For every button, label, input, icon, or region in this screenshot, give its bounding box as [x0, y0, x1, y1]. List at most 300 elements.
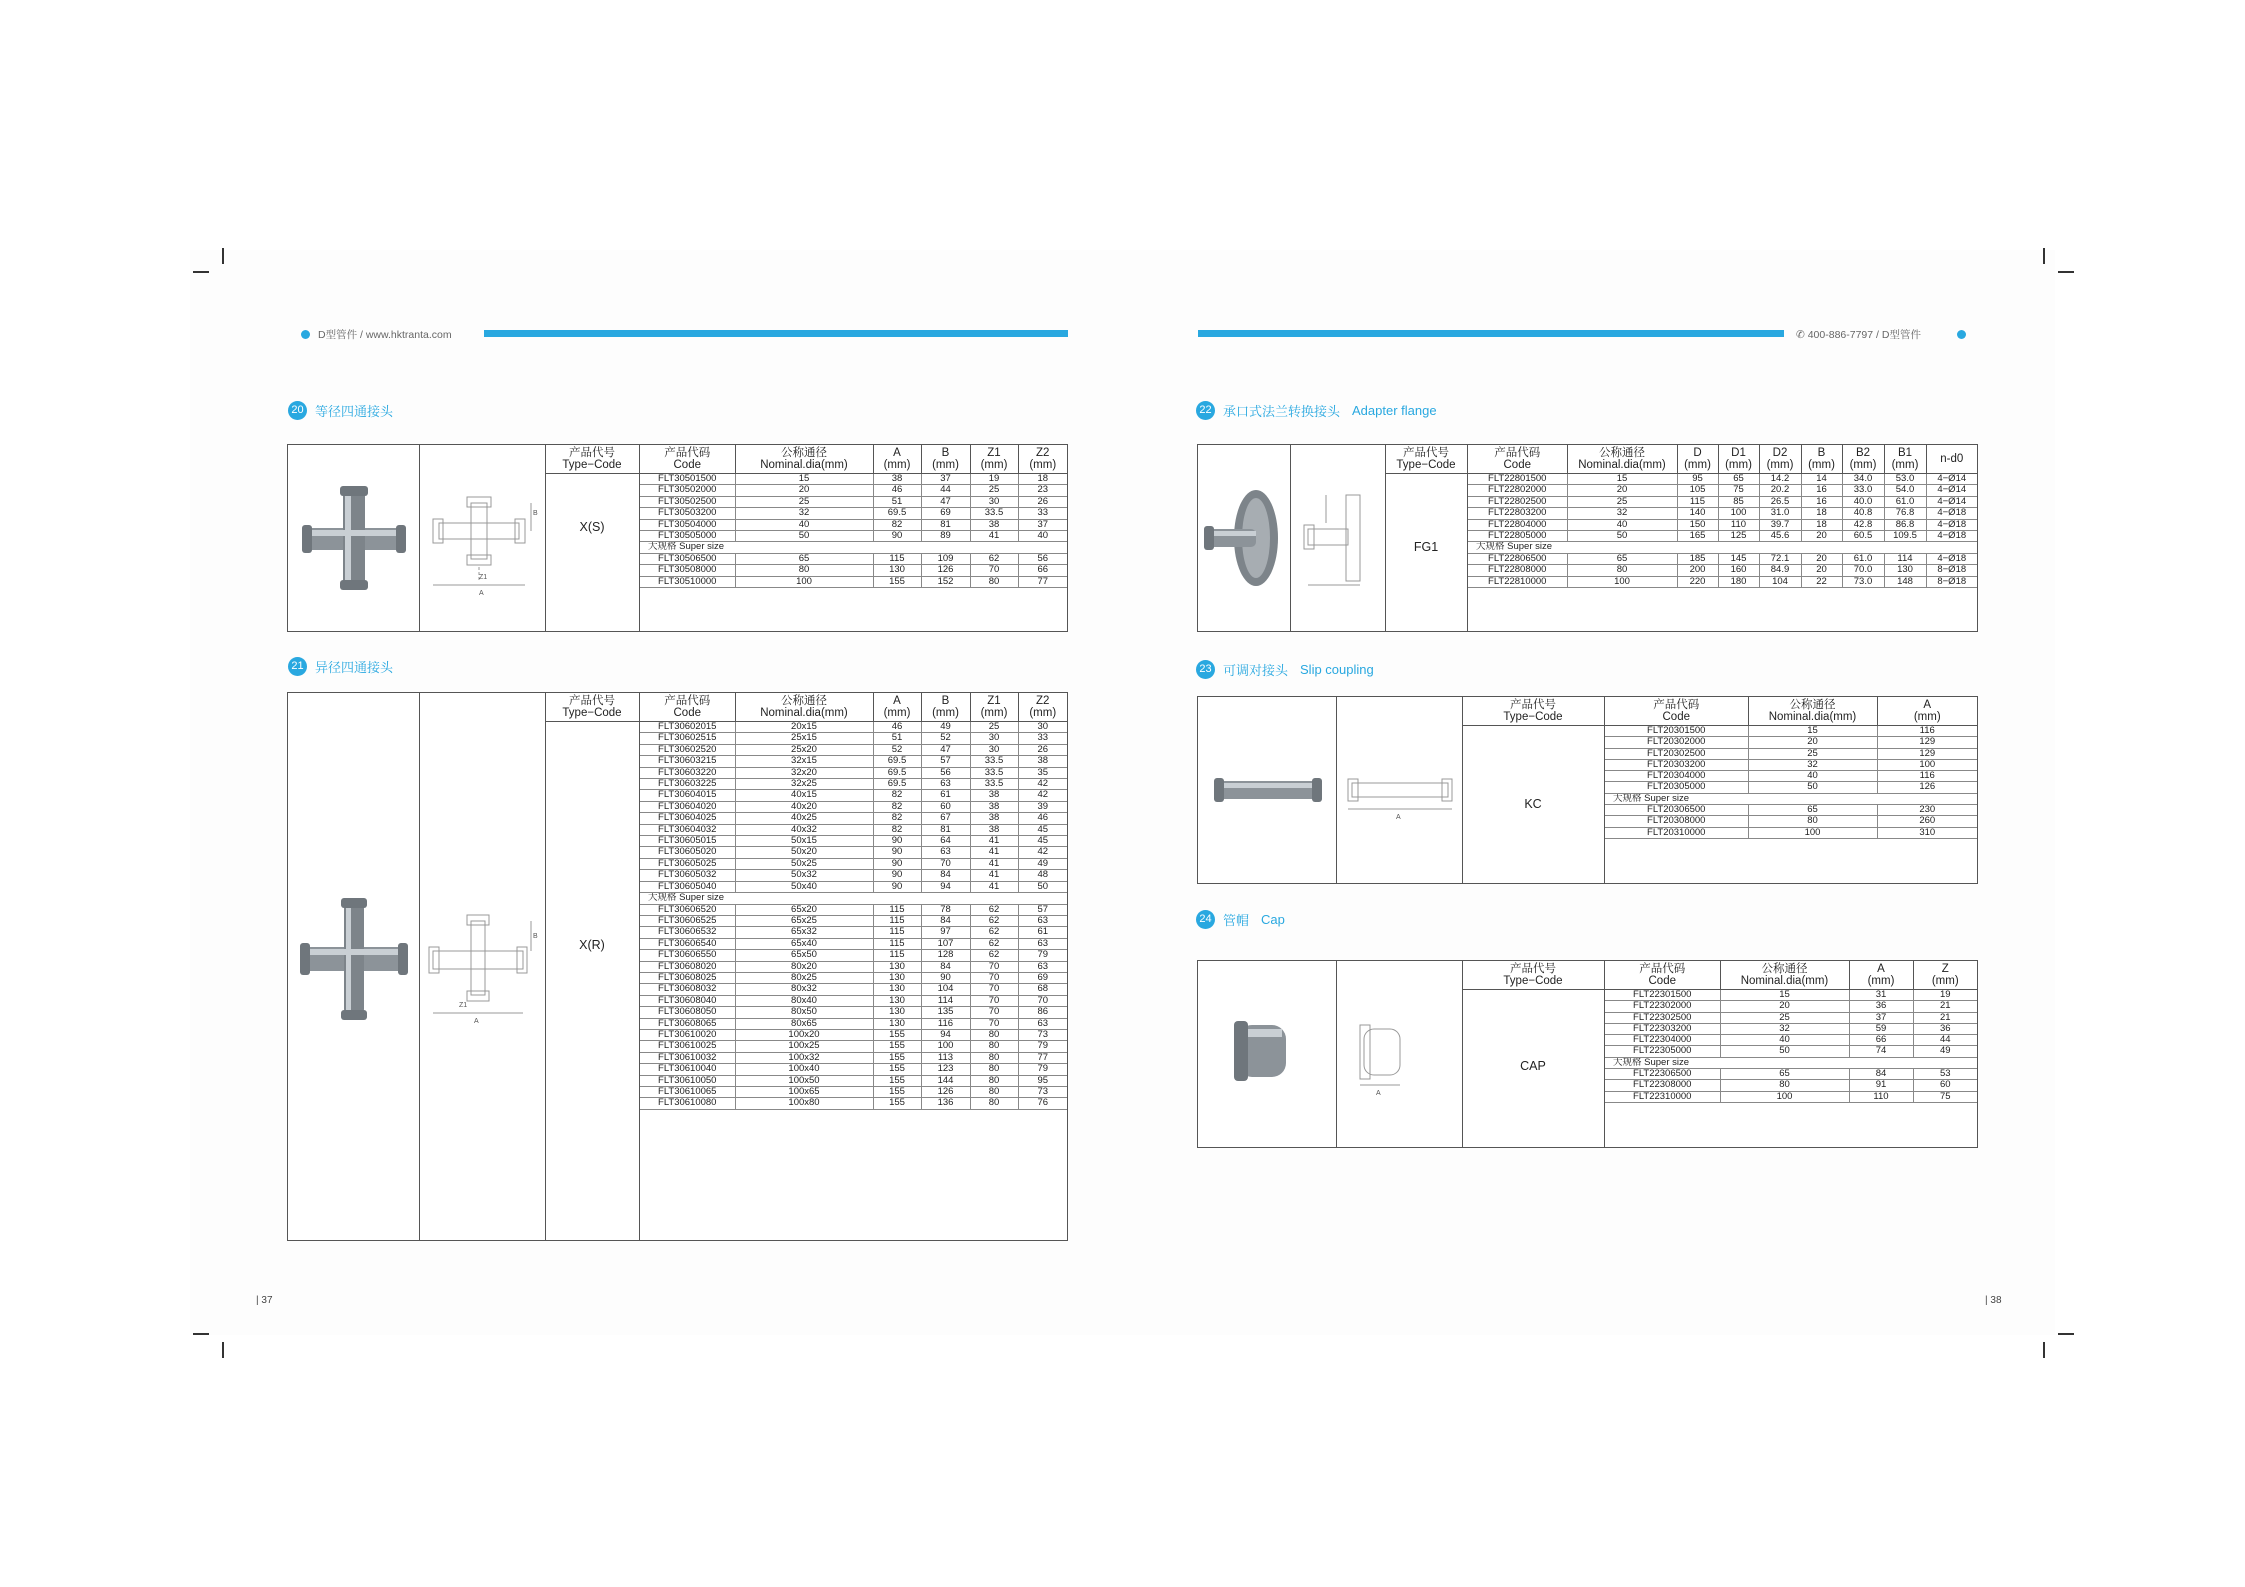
table-cell: 40 [735, 519, 873, 530]
table-cell: 129 [1877, 748, 1977, 759]
svg-text:A: A [1376, 1090, 1381, 1097]
table-row [640, 984, 1067, 995]
table-cell: 41 [970, 836, 1018, 847]
type-code-cell [545, 445, 640, 631]
table-cell: 74 [1849, 1046, 1913, 1057]
table-cell: 41 [970, 858, 1018, 869]
crop-mark [2043, 248, 2045, 264]
table-cell: 130 [873, 984, 921, 995]
table-cell: 78 [921, 904, 970, 915]
section-number-badge: 23 [1196, 660, 1215, 679]
table-cell: 80 [970, 576, 1018, 587]
column-header: Z1 (mm) [970, 693, 1018, 722]
table-cell: 15 [735, 474, 873, 485]
table-row [640, 576, 1067, 587]
table-cell: 130 [1884, 565, 1926, 576]
table-cell: 100 [1718, 508, 1759, 519]
table-row [640, 767, 1067, 778]
section-23-title [1196, 660, 1374, 679]
table-cell: 40x20 [735, 801, 873, 812]
table-cell: FLT30605025 [640, 858, 735, 869]
table-cell: FLT30605040 [640, 881, 735, 892]
table-cell: FLT30610020 [640, 1029, 735, 1040]
table-cell: 8−Ø18 [1926, 565, 1977, 576]
table-cell: FLT30604032 [640, 824, 735, 835]
table-cell: 152 [921, 576, 970, 587]
table-cell: 65x20 [735, 904, 873, 915]
table-cell: FLT30610080 [640, 1098, 735, 1109]
table-cell: FLT22310000 [1605, 1091, 1720, 1102]
table-cell: FLT22802000 [1468, 485, 1567, 496]
section-number-badge: 21 [288, 657, 307, 676]
table-cell: 65 [1718, 474, 1759, 485]
table-row [1605, 782, 1977, 793]
table-cell: 79 [1018, 950, 1067, 961]
table-row [640, 508, 1067, 519]
table-cell: 91 [1849, 1080, 1913, 1091]
technical-drawing-cell [419, 693, 546, 1240]
table-cell: FLT30610025 [640, 1041, 735, 1052]
table-cell: 69.5 [873, 756, 921, 767]
table-cell: 50x20 [735, 847, 873, 858]
table-row [640, 995, 1067, 1006]
table-row [640, 553, 1067, 564]
table-cell: 15 [1567, 474, 1677, 485]
table-cell: 129 [1877, 737, 1977, 748]
table-cell: 61 [1018, 927, 1067, 938]
table-cell: 34.0 [1842, 474, 1884, 485]
table-cell: FLT30606525 [640, 915, 735, 926]
table-cell: 18 [1801, 519, 1842, 530]
table-cell: FLT30608050 [640, 1007, 735, 1018]
table-cell: 39.7 [1759, 519, 1801, 530]
table-cell: FLT22801500 [1468, 474, 1567, 485]
table-row [1468, 553, 1977, 564]
table-cell: 37 [1018, 519, 1067, 530]
table-row [640, 531, 1067, 542]
table-cell: FLT30610050 [640, 1075, 735, 1086]
table-cell: 73 [1018, 1087, 1067, 1098]
right-header-bar [1198, 330, 1784, 337]
table-cell: 107 [921, 938, 970, 949]
table-cell: FLT30606540 [640, 938, 735, 949]
table-cell: 70 [921, 858, 970, 869]
table-cell: 46 [1018, 813, 1067, 824]
table-cell: 41 [970, 870, 1018, 881]
table-row [1605, 748, 1977, 759]
table-cell: 80 [1748, 816, 1877, 827]
table-cell: FLT30510000 [640, 576, 735, 587]
type-code-value: KC [1524, 797, 1542, 811]
table-cell: 80 [970, 1052, 1018, 1063]
table-row [640, 1018, 1067, 1029]
table-cell: 130 [873, 972, 921, 983]
table-cell: 4−Ø18 [1926, 519, 1977, 530]
product-photo-cell [288, 693, 420, 1240]
table-cell: 84 [1849, 1069, 1913, 1080]
svg-text:A: A [479, 590, 484, 597]
type-code-cell [545, 693, 640, 1240]
spec-table [1605, 961, 1977, 1103]
type-code-value: CAP [1520, 1059, 1546, 1073]
table-cell: 32 [1720, 1023, 1849, 1034]
table-cell: 230 [1877, 805, 1977, 816]
table-cell: 81 [921, 824, 970, 835]
table-cell: 90 [873, 870, 921, 881]
super-size-row [640, 893, 1067, 904]
section-title-cn: 管帽 [1223, 913, 1250, 928]
column-header: B2 (mm) [1842, 445, 1884, 474]
section-number-badge: 24 [1196, 910, 1215, 929]
crop-mark [193, 271, 209, 273]
table-row [640, 733, 1067, 744]
table-cell: 68 [1018, 984, 1067, 995]
table-cell: 123 [921, 1064, 970, 1075]
table-cell: 69 [1018, 972, 1067, 983]
table-cell: FLT30602515 [640, 733, 735, 744]
section-title-cn: 异径四通接头 [315, 660, 394, 675]
table-cell: 75 [1718, 485, 1759, 496]
right-header-text: ✆ 400-886-7797 / D型管件 [1796, 329, 1921, 341]
table-cell: 94 [921, 881, 970, 892]
table-cell: 41 [970, 847, 1018, 858]
table-cell: 66 [1018, 565, 1067, 576]
product-photo-cell [1198, 961, 1337, 1147]
table-cell: FLT22302500 [1605, 1012, 1720, 1023]
spec-table [640, 445, 1067, 588]
table-cell: 80 [970, 1098, 1018, 1109]
table-cell: 14.2 [1759, 474, 1801, 485]
table-cell: 47 [921, 744, 970, 755]
column-header: A (mm) [1877, 697, 1977, 726]
table-cell: 104 [1759, 576, 1801, 587]
table-cell: 115 [873, 553, 921, 564]
table-row [640, 870, 1067, 881]
table-cell: 85 [1718, 496, 1759, 507]
table-cell: 42 [1018, 779, 1067, 790]
section-number-badge: 20 [288, 401, 307, 420]
table-cell: 140 [1677, 508, 1718, 519]
type-code-header: 产品代号 Type−Code [1462, 699, 1604, 726]
table-cell: 32x20 [735, 767, 873, 778]
table-cell: 16 [1801, 496, 1842, 507]
table-cell: FLT22301500 [1605, 990, 1720, 1001]
crop-mark [222, 1342, 224, 1358]
table-cell: 126 [921, 565, 970, 576]
cross-fitting-drawing-icon [419, 445, 545, 631]
table-cell: 38 [970, 813, 1018, 824]
table-cell: 77 [1018, 1052, 1067, 1063]
table-cell: 130 [873, 995, 921, 1006]
table-row [1468, 496, 1977, 507]
table-cell: 53.0 [1884, 474, 1926, 485]
column-header: 产品代码 Code [1468, 445, 1567, 474]
table-row [1605, 1080, 1977, 1091]
table-cell: 33.5 [970, 779, 1018, 790]
table-cell: 50 [1720, 1046, 1849, 1057]
table-cell: 109 [921, 553, 970, 564]
crop-mark [2058, 1333, 2074, 1335]
svg-text:Z1: Z1 [459, 1002, 468, 1009]
column-header: 公称通径 Nominal.dia(mm) [735, 445, 873, 474]
table-header-row [640, 693, 1067, 722]
table-cell: 38 [970, 801, 1018, 812]
table-cell: FLT30606520 [640, 904, 735, 915]
table-cell: 40x15 [735, 790, 873, 801]
table-cell: 155 [873, 1041, 921, 1052]
table-cell: 38 [873, 474, 921, 485]
section-20-title [288, 401, 393, 420]
type-code-header: 产品代号 Type−Code [1462, 963, 1604, 990]
header-dot-icon [301, 330, 310, 339]
table-cell: FLT30608025 [640, 972, 735, 983]
table-cell: 70 [970, 565, 1018, 576]
table-cell: 50 [1567, 531, 1677, 542]
table-cell: 220 [1677, 576, 1718, 587]
type-code-value: X(R) [579, 938, 605, 952]
table-row [640, 519, 1067, 530]
super-size-row [1468, 542, 1977, 553]
table-cell: 115 [873, 915, 921, 926]
table-cell: 37 [1849, 1012, 1913, 1023]
table-cell: 20.2 [1759, 485, 1801, 496]
section-22-title [1196, 401, 1437, 420]
table-cell: 26.5 [1759, 496, 1801, 507]
table-cell: 80 [970, 1041, 1018, 1052]
table-cell: 89 [921, 531, 970, 542]
column-header: 产品代码 Code [1605, 697, 1748, 726]
table-cell: 25 [1748, 748, 1877, 759]
table-cell: 80x32 [735, 984, 873, 995]
table-cell: 82 [873, 790, 921, 801]
section-title-en: Cap [1261, 912, 1285, 927]
table-cell: 100x65 [735, 1087, 873, 1098]
table-cell: 40 [1567, 519, 1677, 530]
table-cell: 15 [1748, 726, 1877, 737]
table-cell: 38 [970, 790, 1018, 801]
table-cell: 60 [921, 801, 970, 812]
table-cell: FLT20303200 [1605, 759, 1748, 770]
table-cell: 35 [1018, 767, 1067, 778]
table-row [1468, 531, 1977, 542]
table-cell: 80 [970, 1064, 1018, 1075]
table-cell: 100 [1748, 827, 1877, 838]
table-cell: 90 [873, 881, 921, 892]
table-cell: FLT30605032 [640, 870, 735, 881]
table-cell: 62 [970, 938, 1018, 949]
table-cell: 54.0 [1884, 485, 1926, 496]
table-row [640, 1007, 1067, 1018]
table-cell: 113 [921, 1052, 970, 1063]
table-cell: 38 [1018, 756, 1067, 767]
table-cell: 86 [1018, 1007, 1067, 1018]
table-header-row [640, 445, 1067, 474]
table-cell: 45 [1018, 824, 1067, 835]
table-cell: 155 [873, 1075, 921, 1086]
table-cell: 32x25 [735, 779, 873, 790]
table-header-row [1605, 961, 1977, 990]
super-size-label: 大规格 Super size [1605, 793, 1977, 804]
table-cell: 26 [1018, 744, 1067, 755]
table-cell: 70.0 [1842, 565, 1884, 576]
table-header-row [1468, 445, 1977, 474]
table-row [1605, 771, 1977, 782]
table-cell: 310 [1877, 827, 1977, 838]
table-row [640, 722, 1067, 733]
type-code-value: X(S) [579, 520, 605, 534]
type-code-header: 产品代号 Type−Code [545, 447, 639, 474]
table-cell: FLT22304000 [1605, 1035, 1720, 1046]
table-cell: FLT22303200 [1605, 1023, 1720, 1034]
column-header: A (mm) [873, 693, 921, 722]
table-row [640, 756, 1067, 767]
table-row [1605, 805, 1977, 816]
table-cell: 110 [1849, 1091, 1913, 1102]
table-row [640, 858, 1067, 869]
table-cell: 4−Ø14 [1926, 485, 1977, 496]
table-cell: 33.5 [970, 508, 1018, 519]
column-header: 产品代码 Code [1605, 961, 1720, 990]
table-cell: 100x32 [735, 1052, 873, 1063]
table-cell: 160 [1718, 565, 1759, 576]
svg-text:Z1: Z1 [479, 574, 488, 581]
column-header: B (mm) [921, 693, 970, 722]
table-cell: 38 [970, 824, 1018, 835]
column-header: 公称通径 Nominal.dia(mm) [1567, 445, 1677, 474]
table-cell: 70 [970, 984, 1018, 995]
table-cell: FLT30608065 [640, 1018, 735, 1029]
table-cell: 53 [1913, 1069, 1977, 1080]
table-cell: 155 [873, 1029, 921, 1040]
table-cell: 37 [921, 474, 970, 485]
table-cell: FLT30603215 [640, 756, 735, 767]
table-cell: 115 [1677, 496, 1718, 507]
table-cell: 31.0 [1759, 508, 1801, 519]
table-cell: 49 [921, 722, 970, 733]
table-cell: 49 [1913, 1046, 1977, 1057]
table-cell: 50 [735, 531, 873, 542]
table-cell: 65 [1720, 1069, 1849, 1080]
table-row [1468, 474, 1977, 485]
table-cell: 65x25 [735, 915, 873, 926]
super-size-label: 大规格 Super size [640, 893, 1067, 904]
table-cell: 8−Ø18 [1926, 576, 1977, 587]
table-cell: 84 [921, 915, 970, 926]
table-row [1605, 1046, 1977, 1057]
table-cell: 32 [1748, 759, 1877, 770]
table-cell: 44 [1913, 1035, 1977, 1046]
table-cell: 25 [970, 485, 1018, 496]
table-cell: 200 [1677, 565, 1718, 576]
table-cell: 46 [873, 485, 921, 496]
table-cell: 33 [1018, 733, 1067, 744]
crop-mark [2058, 271, 2074, 273]
column-header: Z2 (mm) [1018, 693, 1067, 722]
table-cell: 100 [735, 576, 873, 587]
section-21-table-box [287, 692, 1068, 1241]
table-cell: 32 [735, 508, 873, 519]
table-cell: 41 [970, 531, 1018, 542]
table-cell: 115 [873, 904, 921, 915]
column-header: 公称通径 Nominal.dia(mm) [735, 693, 873, 722]
table-row [640, 744, 1067, 755]
table-cell: FLT30501500 [640, 474, 735, 485]
table-cell: 50x25 [735, 858, 873, 869]
table-cell: 75 [1913, 1091, 1977, 1102]
table-cell: 145 [1718, 553, 1759, 564]
table-row [640, 1064, 1067, 1075]
table-cell: 80 [1567, 565, 1677, 576]
table-cell: FLT30603220 [640, 767, 735, 778]
table-row [1468, 519, 1977, 530]
table-cell: 30 [970, 496, 1018, 507]
section-23-table-box [1197, 696, 1978, 884]
svg-text:A: A [1396, 814, 1401, 821]
table-cell: FLT20301500 [1605, 726, 1748, 737]
table-cell: 51 [873, 733, 921, 744]
table-cell: 94 [921, 1029, 970, 1040]
table-row [640, 938, 1067, 949]
table-cell: 20 [1748, 737, 1877, 748]
slip-coupling-photo-icon [1198, 697, 1336, 883]
section-22-table-box [1197, 444, 1978, 632]
type-code-header: 产品代号 Type−Code [545, 695, 639, 722]
table-row [640, 950, 1067, 961]
table-cell: 57 [921, 756, 970, 767]
table-cell: 86.8 [1884, 519, 1926, 530]
table-cell: 63 [1018, 915, 1067, 926]
table-cell: 20 [1801, 531, 1842, 542]
cross-fitting-photo-icon [288, 445, 419, 631]
table-cell: 100 [1877, 759, 1977, 770]
table-cell: 76.8 [1884, 508, 1926, 519]
super-size-row [640, 542, 1067, 553]
table-row [1468, 576, 1977, 587]
table-row [640, 474, 1067, 485]
table-row [640, 801, 1067, 812]
table-row [640, 881, 1067, 892]
table-cell: 4−Ø18 [1926, 553, 1977, 564]
table-cell: 50 [1018, 881, 1067, 892]
table-cell: 22 [1801, 576, 1842, 587]
table-cell: 180 [1718, 576, 1759, 587]
table-cell: FLT20302500 [1605, 748, 1748, 759]
super-size-label: 大规格 Super size [1468, 542, 1977, 553]
table-cell: 25 [1567, 496, 1677, 507]
section-20-table-box [287, 444, 1068, 632]
table-cell: 42 [1018, 847, 1067, 858]
table-cell: 41 [970, 881, 1018, 892]
table-cell: 19 [1913, 990, 1977, 1001]
type-code-cell [1462, 961, 1605, 1147]
table-cell: 100x25 [735, 1041, 873, 1052]
table-cell: 76 [1018, 1098, 1067, 1109]
table-cell: 84 [921, 961, 970, 972]
table-cell: 40 [1748, 771, 1877, 782]
table-cell: 40.8 [1842, 508, 1884, 519]
column-header: 产品代码 Code [640, 693, 735, 722]
column-header: 公称通径 Nominal.dia(mm) [1720, 961, 1849, 990]
table-cell: FLT22810000 [1468, 576, 1567, 587]
table-cell: 148 [1884, 576, 1926, 587]
table-cell: 80x50 [735, 1007, 873, 1018]
table-cell: FLT30506500 [640, 553, 735, 564]
table-cell: 95 [1018, 1075, 1067, 1086]
table-cell: 109.5 [1884, 531, 1926, 542]
table-row [1605, 816, 1977, 827]
table-cell: 100x50 [735, 1075, 873, 1086]
table-cell: 116 [921, 1018, 970, 1029]
